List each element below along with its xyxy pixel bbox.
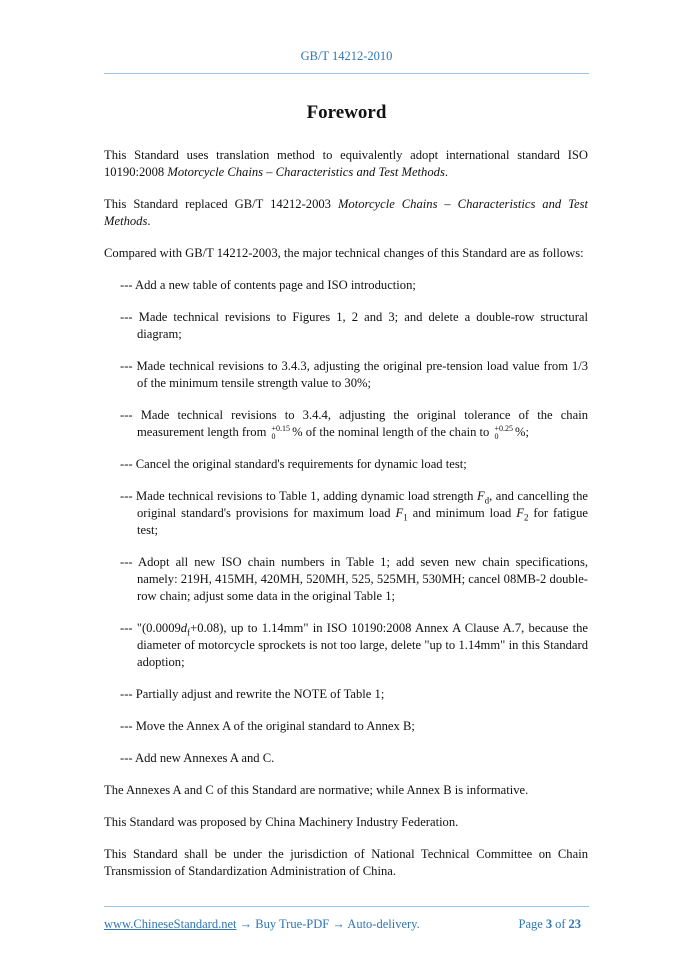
paragraph-4: The Annexes A and C of this Standard are normative; while Annex B is informative. xyxy=(104,783,529,798)
text: % of the nominal length of the chain to xyxy=(292,425,493,439)
list-item xyxy=(120,620,588,671)
paragraph-3: Compared with GB/T 14212-2003, the major technical changes of this Standard are as follows: xyxy=(104,246,584,260)
text: and minimum load xyxy=(407,506,517,521)
symbol: F xyxy=(476,489,485,504)
list-item xyxy=(120,488,588,539)
tolerance-lower: 0 xyxy=(271,432,276,442)
tolerance xyxy=(272,425,291,441)
italic-title: Motorcycle Chains – Characteristics and Test Methods xyxy=(104,197,588,228)
paragraph-1 xyxy=(104,147,588,181)
list-item: --- Made technical revisions to 3.4.3, adjusting the original pre-tension load value from 1/3 of the minimum tensile strength value to 30%; xyxy=(120,359,588,390)
page-number xyxy=(519,916,584,933)
subscript: 1 xyxy=(403,512,408,523)
symbol: F xyxy=(516,506,524,521)
symbol: d xyxy=(180,621,188,636)
text: --- Made technical revisions to Table 1, adding dynamic load strength xyxy=(120,489,477,504)
footer-rule xyxy=(104,906,589,907)
text: --- Made technical revisions to 3.4.4, adjusting the original tolerance of the chain measurement length from xyxy=(120,408,588,439)
total-pages: 23 xyxy=(568,917,581,931)
subscript: d xyxy=(484,495,490,506)
text: %; xyxy=(514,425,529,439)
subscript: f xyxy=(187,627,191,638)
list-item: --- Cancel the original standard's requirements for dynamic load test; xyxy=(120,457,467,472)
page-footer xyxy=(104,916,588,933)
of-label: of xyxy=(555,917,566,931)
page-header: GB/T 14212-2010 xyxy=(300,49,393,63)
tolerance-lower: 0 xyxy=(494,432,499,442)
list-item: --- Add new Annexes A and C. xyxy=(120,751,275,766)
list-item: --- Made technical revisions to Figures 1, 2 and 3; and delete a double-row structural diagram; xyxy=(120,310,588,341)
paragraph-5: This Standard was proposed by China Machinery Industry Federation. xyxy=(104,815,459,830)
document-body xyxy=(104,147,588,895)
italic-title: Motorcycle Chains – Characteristics and Test Methods xyxy=(167,165,445,179)
list-item xyxy=(120,407,588,441)
website-link[interactable]: www.ChineseStandard.net xyxy=(104,917,237,931)
tolerance-upper: +0.25 xyxy=(494,424,513,434)
text: This Standard replaced GB/T 14212-2003 xyxy=(104,197,338,211)
tolerance-upper: +0.15 xyxy=(271,424,291,434)
list-item: --- Move the Annex A of the original standard to Annex B; xyxy=(120,719,415,734)
paragraph-2 xyxy=(104,196,588,230)
text: . xyxy=(444,165,448,179)
paragraph-6: This Standard shall be under the jurisdiction of National Technical Committee on Chain Transmission of Standardization Administration of China. xyxy=(104,847,588,879)
current-page: 3 xyxy=(545,917,553,931)
page-label: Page xyxy=(518,917,543,931)
symbol: F xyxy=(395,506,404,521)
page-title: Foreword xyxy=(306,102,387,123)
text: --- "(0.0009 xyxy=(120,621,181,636)
list-item: --- Adopt all new ISO chain numbers in Table 1; add seven new chain specifications, namely: 219H, 415MH, 420MH, 520MH, 525, 525MH, 530MH; cancel 08MB-2 double-row chain; adjust some data in the original Table 1; xyxy=(120,555,588,604)
text: This Standard uses translation method to equivalently adopt international standard ISO 10190:2008 xyxy=(104,148,588,179)
footer-text: → Buy True-PDF → Auto-delivery. xyxy=(236,917,420,931)
text: +0.08), up to 1.14mm" in ISO 10190:2008 Annex A Clause A.7, because the diameter of motorcycle sprockets is not too large, delete "up to 1.14mm" in this Standard adoption; xyxy=(137,621,588,670)
subscript: 2 xyxy=(523,512,529,523)
list-item: --- Partially adjust and rewrite the NOTE of Table 1; xyxy=(120,687,385,702)
list-item: --- Add a new table of contents page and ISO introduction; xyxy=(120,278,416,292)
header-rule xyxy=(104,73,589,74)
text: . xyxy=(147,214,151,228)
tolerance xyxy=(494,425,513,441)
text: , and cancelling the original standard's provisions for maximum load xyxy=(137,489,588,521)
text: for fatigue test; xyxy=(137,506,588,538)
